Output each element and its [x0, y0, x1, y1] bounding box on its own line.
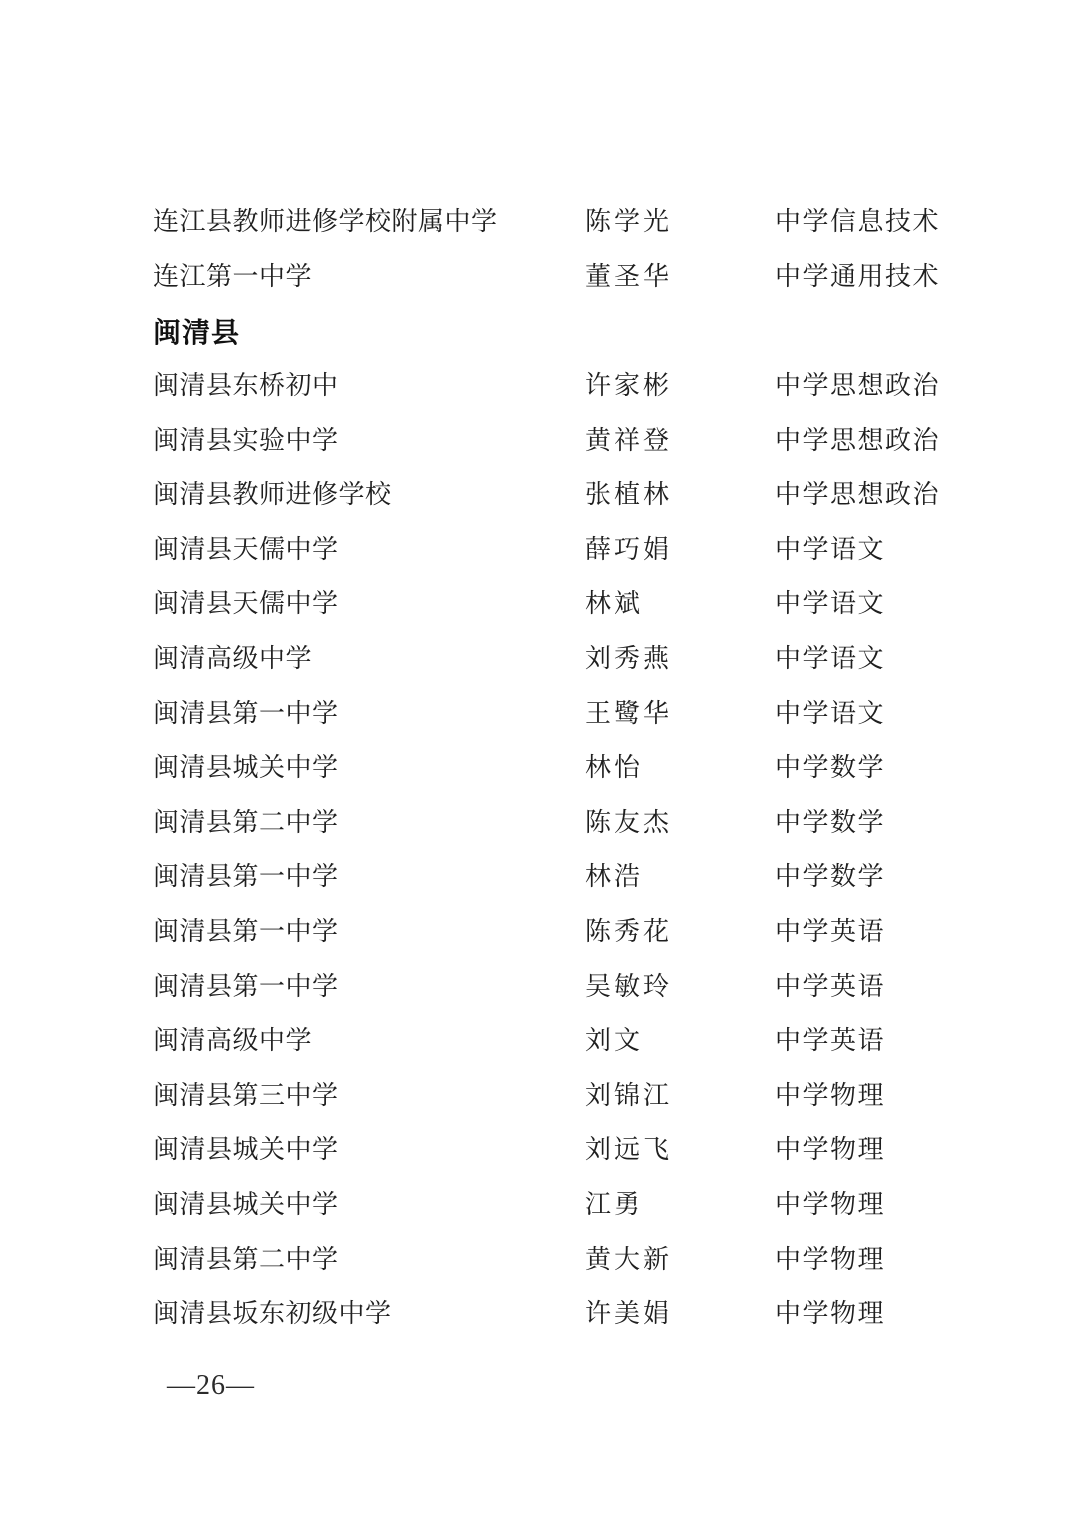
teacher-name-cell: 许家彬 — [585, 371, 673, 401]
school-cell: 闽清高级中学 — [153, 1026, 313, 1056]
school-cell: 闽清县第一中学 — [153, 698, 339, 728]
school-cell: 闽清县第一中学 — [153, 971, 339, 1001]
table-row — [153, 1287, 1080, 1342]
teacher-name-cell: 刘远飞 — [585, 1135, 673, 1165]
table-row — [153, 468, 1080, 523]
table-row — [153, 1014, 1080, 1069]
subject-cell: 中学数学 — [775, 807, 886, 837]
roster-list — [153, 195, 1080, 1341]
subject-cell: 中学英语 — [775, 917, 886, 947]
table-row — [153, 1178, 1080, 1233]
table-row — [153, 632, 1080, 687]
subject-cell: 中学物理 — [775, 1080, 886, 1110]
school-cell: 闽清县城关中学 — [153, 1135, 339, 1165]
school-cell: 闽清高级中学 — [153, 644, 313, 674]
subject-cell: 中学数学 — [775, 753, 886, 783]
table-row — [153, 850, 1080, 905]
school-cell: 闽清县天儒中学 — [153, 589, 339, 619]
subject-cell: 中学语文 — [775, 698, 886, 728]
school-cell: 闽清县第二中学 — [153, 1244, 339, 1274]
subject-cell: 中学通用技术 — [775, 261, 941, 291]
table-row — [153, 523, 1080, 578]
subject-cell: 中学语文 — [775, 589, 886, 619]
teacher-name-cell: 黄大新 — [585, 1244, 673, 1274]
school-cell: 闽清县第二中学 — [153, 807, 339, 837]
teacher-name-cell: 黄祥登 — [585, 425, 673, 455]
subject-cell: 中学语文 — [775, 644, 886, 674]
teacher-name-cell: 陈友杰 — [585, 807, 673, 837]
table-row — [153, 195, 1080, 250]
subject-cell: 中学英语 — [775, 1026, 886, 1056]
page-number: —26— — [167, 1370, 255, 1401]
table-row — [153, 359, 1080, 414]
table-row — [153, 250, 1080, 305]
school-cell: 闽清县坂东初级中学 — [153, 1299, 392, 1329]
table-row — [153, 413, 1080, 468]
school-cell: 连江县教师进修学校附属中学 — [153, 207, 498, 237]
teacher-name-cell: 林怡 — [585, 753, 644, 783]
teacher-name-cell: 刘文 — [585, 1026, 644, 1056]
subject-cell: 中学思想政治 — [775, 480, 941, 510]
table-row — [153, 1123, 1080, 1178]
school-cell: 闽清县实验中学 — [153, 425, 339, 455]
subject-cell: 中学英语 — [775, 971, 886, 1001]
table-row — [153, 905, 1080, 960]
teacher-name-cell: 董圣华 — [585, 261, 673, 291]
table-row — [153, 686, 1080, 741]
table-row — [153, 577, 1080, 632]
subject-cell: 中学物理 — [775, 1244, 886, 1274]
teacher-name-cell: 王鹭华 — [585, 698, 673, 728]
teacher-name-cell: 陈学光 — [585, 207, 673, 237]
table-row — [153, 1069, 1080, 1124]
page-footer — [167, 1370, 255, 1402]
school-cell: 闽清县城关中学 — [153, 753, 339, 783]
teacher-name-cell: 陈秀花 — [585, 917, 673, 947]
teacher-name-cell: 张植林 — [585, 480, 673, 510]
subject-cell: 中学数学 — [775, 862, 886, 892]
teacher-name-cell: 许美娟 — [585, 1299, 673, 1329]
subject-cell: 中学物理 — [775, 1189, 886, 1219]
teacher-name-cell: 林斌 — [585, 589, 644, 619]
subject-cell: 中学思想政治 — [775, 425, 941, 455]
subject-cell: 中学思想政治 — [775, 371, 941, 401]
teacher-name-cell: 刘秀燕 — [585, 644, 673, 674]
table-row — [153, 1232, 1080, 1287]
section-header-label: 闽清县 — [153, 317, 241, 349]
subject-cell: 中学信息技术 — [775, 207, 941, 237]
section-header — [153, 304, 1080, 359]
teacher-name-cell: 江勇 — [585, 1189, 644, 1219]
teacher-name-cell: 薛巧娟 — [585, 534, 673, 564]
table-row — [153, 796, 1080, 851]
teacher-name-cell: 林浩 — [585, 862, 644, 892]
school-cell: 闽清县教师进修学校 — [153, 480, 392, 510]
subject-cell: 中学物理 — [775, 1135, 886, 1165]
school-cell: 闽清县天儒中学 — [153, 534, 339, 564]
school-cell: 闽清县东桥初中 — [153, 371, 339, 401]
table-row — [153, 959, 1080, 1014]
subject-cell: 中学物理 — [775, 1299, 886, 1329]
school-cell: 闽清县第一中学 — [153, 862, 339, 892]
school-cell: 闽清县第一中学 — [153, 917, 339, 947]
teacher-name-cell: 刘锦江 — [585, 1080, 673, 1110]
table-row — [153, 741, 1080, 796]
school-cell: 闽清县城关中学 — [153, 1189, 339, 1219]
subject-cell: 中学语文 — [775, 534, 886, 564]
school-cell: 闽清县第三中学 — [153, 1080, 339, 1110]
school-cell: 连江第一中学 — [153, 261, 313, 291]
teacher-name-cell: 吴敏玲 — [585, 971, 673, 1001]
